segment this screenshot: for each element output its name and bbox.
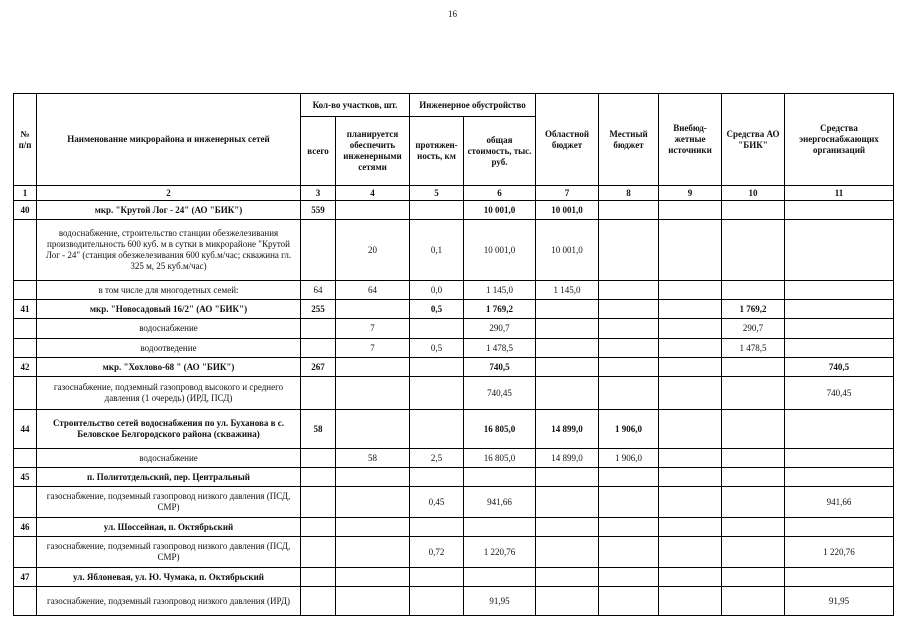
header-planned: планируется обеспечить инженерными сетями: [336, 117, 410, 186]
table-cell: 1 769,2: [464, 300, 536, 319]
table-cell: 0,0: [410, 281, 464, 300]
table-cell: [336, 377, 410, 410]
table-cell: [659, 449, 722, 468]
row-name-cell: газоснабжение, подземный газопровод низкого давления (ИРД): [37, 587, 301, 616]
table-cell: [785, 281, 894, 300]
table-cell: [536, 319, 599, 339]
table-cell: [722, 201, 785, 220]
table-cell: [410, 587, 464, 616]
table-cell: [336, 568, 410, 587]
table-cell: [599, 300, 659, 319]
table-cell: [301, 339, 336, 358]
table-cell: 2,5: [410, 449, 464, 468]
table-row: [14, 537, 894, 568]
table-cell: [336, 300, 410, 319]
column-index: 4: [336, 186, 410, 201]
column-index-row: [14, 186, 894, 201]
row-name-cell: водоотведение: [37, 339, 301, 358]
row-number-cell: [14, 281, 37, 300]
table-cell: [336, 410, 410, 449]
table-cell: 941,66: [785, 487, 894, 518]
table-cell: [301, 377, 336, 410]
table-cell: 14 899,0: [536, 449, 599, 468]
table-row: [14, 377, 894, 410]
row-name-cell: ул. Шоссейная, п. Октябрьский: [37, 518, 301, 537]
table-cell: [410, 358, 464, 377]
row-number-cell: [14, 220, 37, 281]
row-name-cell: мкр. "Хохлово-68 " (АО "БИК"): [37, 358, 301, 377]
row-name-cell: мкр. "Крутой Лог - 24" (АО "БИК"): [37, 201, 301, 220]
table-cell: [536, 487, 599, 518]
infrastructure-table: [13, 93, 894, 616]
header-engineering-group: Инженерное обустройство: [410, 94, 536, 117]
table-body: [14, 201, 894, 616]
table-cell: [785, 568, 894, 587]
table-row: [14, 300, 894, 319]
table-cell: [659, 377, 722, 410]
row-name-cell: ул. Яблоневая, ул. Ю. Чумака, п. Октябрьский: [37, 568, 301, 587]
table-cell: [464, 468, 536, 487]
table-row: [14, 487, 894, 518]
table-cell: [659, 468, 722, 487]
table-cell: 740,5: [464, 358, 536, 377]
table-cell: [722, 468, 785, 487]
column-index: 3: [301, 186, 336, 201]
table-cell: [536, 358, 599, 377]
table-row: [14, 319, 894, 339]
table-cell: [722, 537, 785, 568]
table-cell: [410, 201, 464, 220]
row-name-cell: газоснабжение, подземный газопровод высокого и среднего давления (1 очередь) (ИРД, ПСД): [37, 377, 301, 410]
table-cell: 91,95: [785, 587, 894, 616]
table-cell: [336, 358, 410, 377]
row-number-cell: 42: [14, 358, 37, 377]
table-cell: 255: [301, 300, 336, 319]
table-cell: 941,66: [464, 487, 536, 518]
table-cell: [599, 281, 659, 300]
table-cell: 1 478,5: [722, 339, 785, 358]
table-cell: [722, 487, 785, 518]
table-cell: [659, 487, 722, 518]
table-cell: [785, 300, 894, 319]
table-cell: 0,45: [410, 487, 464, 518]
table-cell: [659, 537, 722, 568]
table-cell: [785, 468, 894, 487]
table-cell: [659, 410, 722, 449]
table-cell: 0,5: [410, 339, 464, 358]
header-regional-budget: Областной бюджет: [536, 94, 599, 186]
column-index: 2: [37, 186, 301, 201]
header-extra-budget: Внебюд-жетные источники: [659, 94, 722, 186]
table-cell: 58: [336, 449, 410, 468]
table-cell: 1 478,5: [464, 339, 536, 358]
table-cell: 16 805,0: [464, 449, 536, 468]
table-cell: [599, 537, 659, 568]
table-cell: [599, 568, 659, 587]
table-cell: [301, 518, 336, 537]
table-row: [14, 568, 894, 587]
table-row: [14, 220, 894, 281]
table-cell: [599, 358, 659, 377]
table-cell: [722, 449, 785, 468]
row-name-cell: газоснабжение, подземный газопровод низкого давления (ПСД, СМР): [37, 537, 301, 568]
table-cell: [536, 568, 599, 587]
column-index: 10: [722, 186, 785, 201]
header-cost: общая стоимость, тыс. руб.: [464, 117, 536, 186]
row-name-cell: Строительство сетей водоснабжения по ул. Буханова в с. Беловское Белгородского района (скважина): [37, 410, 301, 449]
table-cell: [336, 537, 410, 568]
table-cell: [659, 220, 722, 281]
table-cell: [336, 518, 410, 537]
table-cell: [659, 339, 722, 358]
table-row: [14, 281, 894, 300]
table-cell: [301, 568, 336, 587]
row-name-cell: в том числе для многодетных семей:: [37, 281, 301, 300]
row-number-cell: 46: [14, 518, 37, 537]
table-cell: [785, 518, 894, 537]
table-row: [14, 358, 894, 377]
table-cell: [722, 518, 785, 537]
row-number-cell: [14, 339, 37, 358]
table-cell: 1 145,0: [536, 281, 599, 300]
table-cell: [336, 587, 410, 616]
table-cell: 267: [301, 358, 336, 377]
header-plots-group: Кол-во участков, шт.: [301, 94, 410, 117]
table-cell: 10 001,0: [464, 220, 536, 281]
table-cell: [659, 300, 722, 319]
table-cell: 7: [336, 319, 410, 339]
table-cell: [659, 281, 722, 300]
table-cell: [659, 568, 722, 587]
table-cell: 10 001,0: [536, 220, 599, 281]
column-index: 8: [599, 186, 659, 201]
row-name-cell: водоснабжение: [37, 319, 301, 339]
table-cell: [599, 220, 659, 281]
row-name-cell: водоснабжение: [37, 449, 301, 468]
table-cell: [599, 487, 659, 518]
table-cell: [410, 377, 464, 410]
table-cell: 64: [336, 281, 410, 300]
table-cell: 1 906,0: [599, 410, 659, 449]
table-cell: [536, 518, 599, 537]
table-cell: [722, 377, 785, 410]
table-cell: [410, 319, 464, 339]
table-cell: 1 220,76: [464, 537, 536, 568]
page-number: 16: [448, 9, 457, 19]
table-cell: 290,7: [722, 319, 785, 339]
row-number-cell: [14, 587, 37, 616]
header-energy-funds: Средства энергоснабжающих организаций: [785, 94, 894, 186]
row-name-cell: водоснабжение, строительство станции обезжелезивания производительность 600 куб. м в сутки в микрорайоне "Крутой Лог - 24" (станция обезжелезивания 600 куб.м/час; скважина гл. 325 м, 25 куб.м/час): [37, 220, 301, 281]
table-cell: 91,95: [464, 587, 536, 616]
header-number: № п/п: [14, 94, 37, 186]
table-cell: [722, 358, 785, 377]
table-cell: [785, 201, 894, 220]
table-row: [14, 518, 894, 537]
table-cell: [659, 587, 722, 616]
column-index: 1: [14, 186, 37, 201]
header-row-top: [14, 94, 894, 117]
table-cell: 1 145,0: [464, 281, 536, 300]
table-cell: 290,7: [464, 319, 536, 339]
table-cell: 740,5: [785, 358, 894, 377]
row-number-cell: [14, 537, 37, 568]
table-cell: [410, 568, 464, 587]
column-index: 5: [410, 186, 464, 201]
header-name: Наименование микрорайона и инженерных сетей: [37, 94, 301, 186]
table-cell: [336, 487, 410, 518]
table-cell: 1 769,2: [722, 300, 785, 319]
column-index: 11: [785, 186, 894, 201]
table-cell: [410, 410, 464, 449]
table-cell: [722, 568, 785, 587]
table-cell: [536, 468, 599, 487]
table-cell: 58: [301, 410, 336, 449]
table-row: [14, 339, 894, 358]
table-row: [14, 201, 894, 220]
table-cell: [659, 518, 722, 537]
table-cell: 740,45: [464, 377, 536, 410]
row-name-cell: мкр. "Новосадовый 16/2" (АО "БИК"): [37, 300, 301, 319]
table-cell: [659, 201, 722, 220]
column-index: 7: [536, 186, 599, 201]
column-index: 6: [464, 186, 536, 201]
table-cell: [536, 300, 599, 319]
table-cell: 1 220,76: [785, 537, 894, 568]
row-number-cell: 40: [14, 201, 37, 220]
table-cell: 14 899,0: [536, 410, 599, 449]
table-row: [14, 587, 894, 616]
table-row: [14, 449, 894, 468]
table-cell: [785, 319, 894, 339]
table-cell: [336, 201, 410, 220]
row-number-cell: [14, 377, 37, 410]
table-cell: [722, 587, 785, 616]
table-cell: [301, 487, 336, 518]
header-total: всего: [301, 117, 336, 186]
row-number-cell: 44: [14, 410, 37, 449]
table-cell: 10 001,0: [464, 201, 536, 220]
table-cell: [301, 468, 336, 487]
table-cell: 20: [336, 220, 410, 281]
table-cell: [301, 449, 336, 468]
table-cell: [301, 319, 336, 339]
table-cell: 0,72: [410, 537, 464, 568]
row-number-cell: 47: [14, 568, 37, 587]
table-cell: [722, 410, 785, 449]
table-cell: [536, 587, 599, 616]
table-cell: [301, 587, 336, 616]
table-cell: [659, 319, 722, 339]
row-number-cell: 41: [14, 300, 37, 319]
table-cell: [722, 281, 785, 300]
table-cell: [301, 537, 336, 568]
table-cell: 0,5: [410, 300, 464, 319]
table-cell: [785, 339, 894, 358]
table-cell: [301, 220, 336, 281]
header-local-budget: Местный бюджет: [599, 94, 659, 186]
table-cell: 7: [336, 339, 410, 358]
table-row: [14, 468, 894, 487]
table-cell: 559: [301, 201, 336, 220]
header-bik-funds: Средства АО "БИК": [722, 94, 785, 186]
row-number-cell: [14, 487, 37, 518]
table-cell: 0,1: [410, 220, 464, 281]
table-cell: [536, 537, 599, 568]
row-number-cell: [14, 449, 37, 468]
table-row: [14, 410, 894, 449]
table-cell: [785, 410, 894, 449]
column-index: 9: [659, 186, 722, 201]
table-cell: 10 001,0: [536, 201, 599, 220]
table-cell: [785, 449, 894, 468]
table-cell: [599, 201, 659, 220]
table-cell: [785, 220, 894, 281]
table-cell: [464, 518, 536, 537]
table-cell: [599, 587, 659, 616]
table-cell: 16 805,0: [464, 410, 536, 449]
table-cell: 64: [301, 281, 336, 300]
row-number-cell: 45: [14, 468, 37, 487]
table-cell: [599, 319, 659, 339]
row-name-cell: п. Политотдельский, пер. Центральный: [37, 468, 301, 487]
row-name-cell: газоснабжение, подземный газопровод низкого давления (ПСД, СМР): [37, 487, 301, 518]
table-cell: [410, 518, 464, 537]
table-cell: [599, 377, 659, 410]
table-cell: [599, 518, 659, 537]
table-cell: [336, 468, 410, 487]
table-cell: [410, 468, 464, 487]
table-cell: 1 906,0: [599, 449, 659, 468]
table-cell: [536, 377, 599, 410]
table-cell: [659, 358, 722, 377]
table-cell: [722, 220, 785, 281]
table-cell: [464, 568, 536, 587]
table-cell: 740,45: [785, 377, 894, 410]
table-cell: [536, 339, 599, 358]
table-cell: [599, 468, 659, 487]
row-number-cell: [14, 319, 37, 339]
table-cell: [599, 339, 659, 358]
header-length: протяжен-ность, км: [410, 117, 464, 186]
